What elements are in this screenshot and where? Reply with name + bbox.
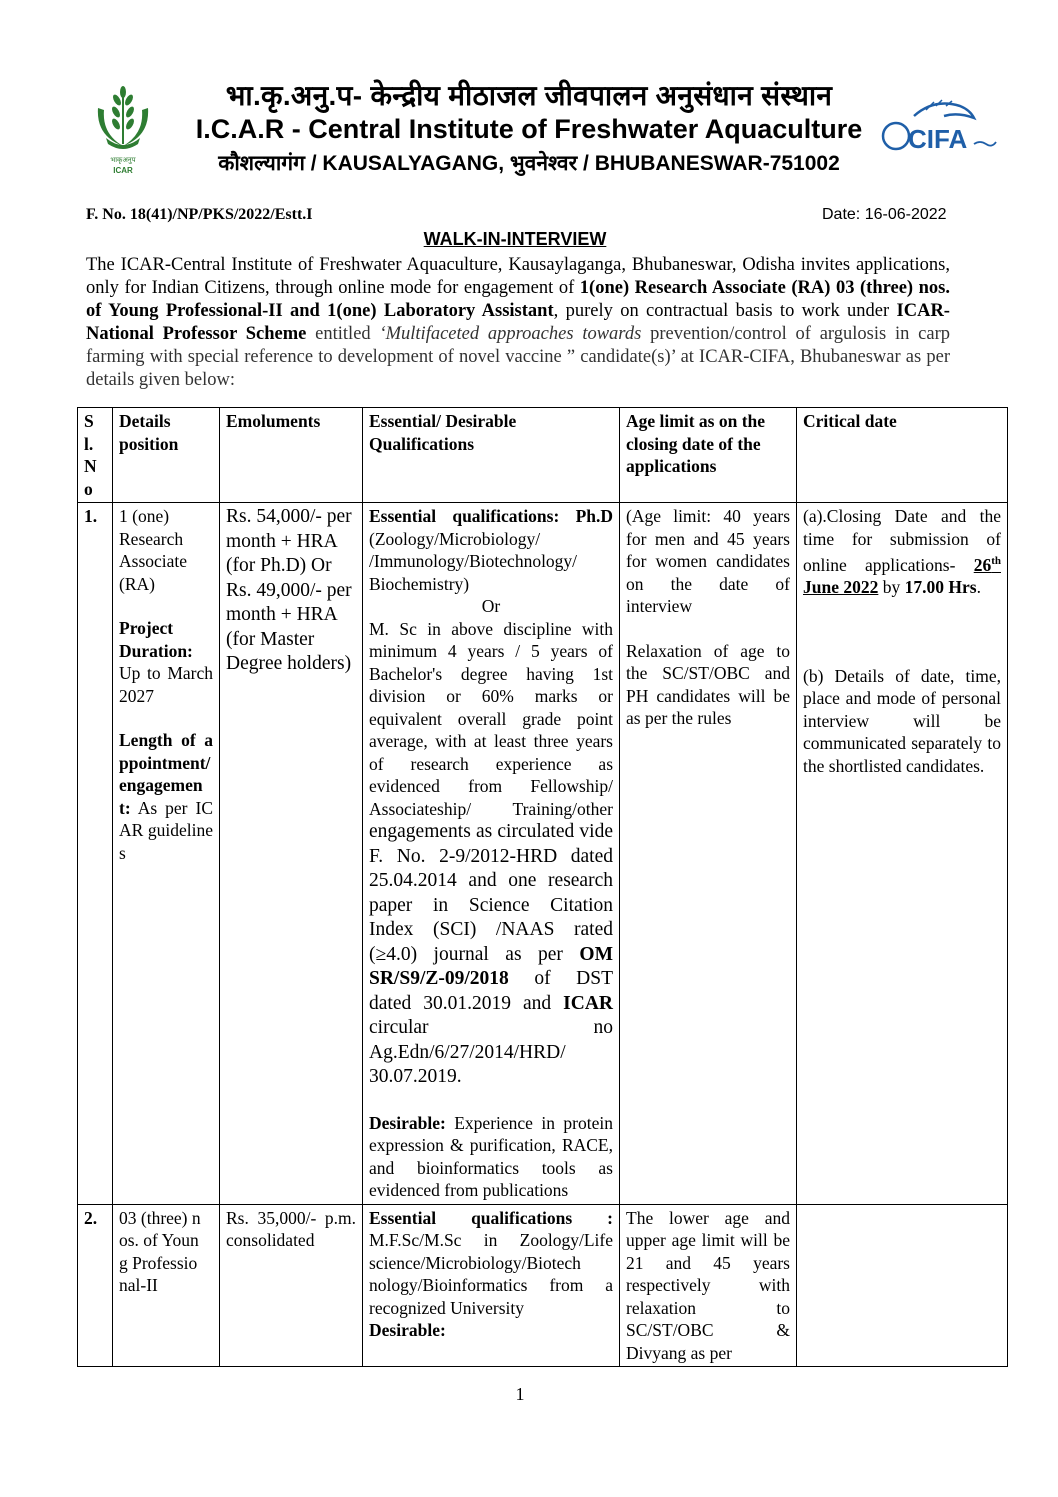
icar-logo-hindi: भाकृअनुप [110,156,136,164]
intro-paragraph [86,254,950,392]
cifa-logo-text: CIFA [908,124,968,154]
row2-critical-date [797,1204,1008,1367]
intro-text-4: prevention/control of argulosis in carp farming with special reference to development of novel vaccine ” candidate(s)’ at ICAR-CIFA, Bhubaneswar as per details given below: [86,324,950,390]
row1-closing-day: 26 [973,554,992,575]
header-details: Details position [113,408,220,503]
row2-qualifications [363,1204,620,1367]
row1-position: 1 (one) Research Associate (RA) [119,506,188,594]
header-address: कौशल्यागंग / KAUSALYAGANG, भुवनेश्वर / BHUBANESWAR-751002 [218,152,840,175]
table-header-row [78,408,1008,503]
intro-positions: 1(one) Research Associate (RA) 03 (three) nos. of Young Professional-II and 1(one) Laboratory Assistant [86,278,950,321]
row1-icar: ICAR [563,992,613,1014]
row2-position: 03 (three) nos. of Young Professional-II [113,1204,220,1367]
document-date: Date: 16-06-2022 [822,206,947,223]
row2-essential-text: M.F.Sc/M.Sc in Zoology/Life science/Microbiology/Biotech nology/Bioinformatics from a recognized University [369,1230,613,1318]
header-critical-date: Critical date [797,408,1008,503]
row1-closing-text: (a).Closing Date and the time for submission of online applications- [803,506,1001,575]
row1-essential-disciplines: (Zoology/Microbiology/ /Immunology/Biotechnology/ Biochemistry) [369,528,578,594]
row2-desirable-label: Desirable: [369,1320,446,1340]
row1-age-text: (Age limit: 40 years for men and 45 years for women candidates on the date of interview [626,506,790,616]
row1-closing-month: June 2022 [803,577,879,598]
document-title: WALK-IN-INTERVIEW [423,229,607,249]
row2-sno: 2. [78,1204,113,1367]
cifa-logo-icon [874,96,998,158]
header-age-limit: Age limit as on the closing date of the applications [620,408,797,503]
header-qualifications: Essential/ Desirable Qualifications [363,408,620,503]
row1-duration-label: Project Duration: [119,618,193,661]
header-sno: S l. N o [78,408,113,503]
table-row [78,503,1008,1205]
row2-essential-label: Essential qualifications : [369,1207,613,1228]
row1-duration-value: Up to March 2027 [119,663,213,706]
row1-essential-degree: Ph.D [575,506,613,526]
row1-desirable-label: Desirable: [369,1112,446,1133]
row1-critical-date: (a).Closing Date and the time for submission of online applications- 26th June 2022 by 17.00 Hrs. (b) Details of date, time, place and mode of personal interview will be communicated separately to the shortlisted candidates. [797,503,1008,1205]
row1-sno: 1. [78,503,113,1205]
intro-scheme: ICAR-National Professor Scheme [86,301,950,344]
table-row [78,1204,1008,1367]
row1-dst-date: of DST dated 30.01.2019 and [369,968,613,1014]
row1-details [113,503,220,1205]
row1-essential-msc: M. Sc in above discipline with minimum 4 years / 5 years of Bachelor's degree having 1st division or 60% marks or equivalent overall grade point average, with at least three years of research experience as evidenced from Fellowship/ Associateship/ Training/other [369,618,613,819]
row1-age-relaxation: Relaxation of age to the SC/ST/OBC and PH candidates will be as per the rules [626,640,790,728]
file-number: F. No. 18(41)/NP/PKS/2022/Estt.I [86,206,313,223]
header-english-name: I.C.A.R - Central Institute of Freshwater Aquaculture [195,114,863,144]
row1-qualifications [363,503,620,1205]
row2-emoluments: Rs. 35,000/- p.m. consolidated [220,1204,363,1367]
row1-icar-circular: circular no Ag.Edn/6/27/2014/HRD/ 30.07.2019. [369,1017,613,1087]
header-hindi-name: भा.कृ.अनु.प- केन्द्रीय मीठाजल जीवपालन अनुसंधान संस्थान [225,80,833,111]
row1-emoluments: Rs. 54,000/- per month + HRA (for Ph.D) Or Rs. 49,000/- per month + HRA (for Master Degree holders) [220,503,363,1205]
vacancy-table [77,407,1008,1367]
header-emoluments: Emoluments [220,408,363,503]
icar-logo-caption: ICAR [113,166,133,175]
row1-closing-time: 17.00 Hrs [904,577,977,598]
intro-text-3: entitled [306,324,380,344]
row1-essential-circular: engagements as circulated vide F. No. 2-9/2012-HRD dated 25.04.2014 and one research paper in Science Citation Index (SCI) /NAAS rated (≥4.0) journal as per [369,821,613,965]
row1-desirable-text: Experience in protein expression & purification, RACE, and bioinformatics tools as evidenced from publications [369,1112,613,1200]
row1-length-label: Length of appointment/engagement: [119,730,213,818]
row2-age-limit: The lower age and upper age limit will be 21 and 45 years respectively with relaxation to SC/ST/OBC & Divyang as per [620,1204,797,1367]
page-number: 1 [515,1384,525,1404]
row1-interview-details: (b) Details of date, time, place and mode of personal interview will be communicated separately to the shortlisted candidates. [803,665,1001,776]
row1-age-limit [620,503,797,1205]
row1-closing-sup: th [991,555,1001,567]
row1-om-number: OM SR/S9/Z-09/2018 [369,943,613,989]
row1-or: Or [481,596,501,616]
intro-text-1: The ICAR-Central Institute of Freshwater Aquaculture, Kausaylaganga, Bhubaneswar, Odisha invites applications, only for Indian Citizens, through online mode for engagement of [86,255,950,298]
row1-essential-label: Essential qualifications: [369,506,560,526]
row1-length-value: As per ICAR guidelines [119,797,213,863]
row1-closing-by: by [878,577,901,598]
intro-project-title: ‘Multifaceted approaches towards [379,324,642,344]
intro-text-2: , purely on contractual basis to work under [553,301,897,321]
